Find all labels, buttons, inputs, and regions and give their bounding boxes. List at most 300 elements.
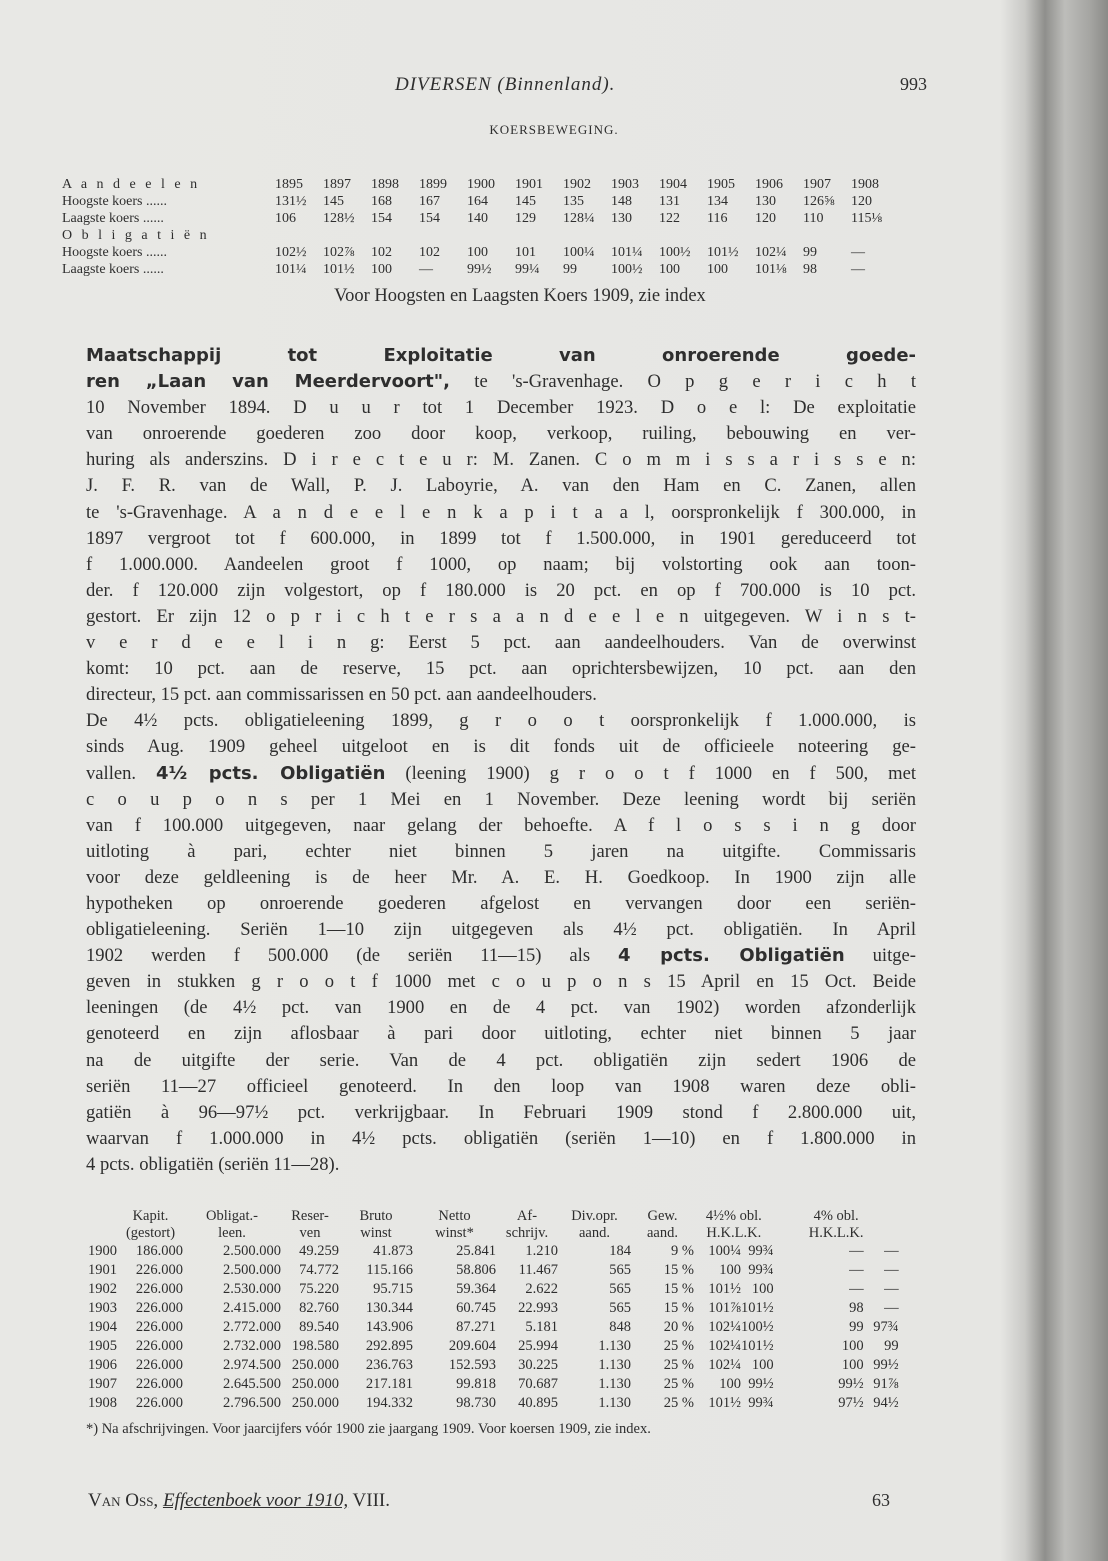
koers-cell: 1907 <box>803 177 831 192</box>
page-footer <box>88 1490 390 1512</box>
page-number: 993 <box>900 74 927 94</box>
koers-cell: 122 <box>659 211 680 226</box>
text-line <box>86 1100 916 1126</box>
value-cell: 236.763 <box>365 1357 413 1373</box>
column-header: Netto <box>438 1208 471 1224</box>
bold-heading: 4 pcts. Obligatiën <box>618 945 845 967</box>
koers-cell: 101¼ <box>611 245 643 260</box>
value-cell: 25 % <box>663 1338 694 1354</box>
text-line <box>86 447 916 473</box>
value-cell: 100¼ <box>708 1243 741 1259</box>
text-segment: obligatieleening. Seriën 1—10 zijn uitgegeven als 4½ pct. obligatiën. In April <box>86 919 916 941</box>
value-cell: 250.000 <box>291 1376 339 1392</box>
value-cell: 99¾ <box>748 1395 774 1411</box>
value-cell: 1.130 <box>598 1357 631 1373</box>
year-cell: 1902 <box>88 1281 117 1297</box>
value-cell: 848 <box>609 1319 631 1335</box>
text-line <box>86 421 916 447</box>
value-cell: 97¾ <box>873 1319 899 1335</box>
text-segment: voor deze geldleening is de heer Mr. A. E. H. Goedkoop. In 1900 zijn alle <box>86 866 916 888</box>
value-cell: 226.000 <box>135 1376 183 1392</box>
column-header: ven <box>299 1225 321 1241</box>
koers-cell: 120 <box>851 194 872 209</box>
koers-cell: 1904 <box>659 177 687 192</box>
value-cell: 74.772 <box>299 1262 339 1278</box>
column-header: 4% obl. <box>813 1208 859 1224</box>
koers-row <box>62 227 899 244</box>
value-cell: 100 <box>719 1262 741 1278</box>
text-segment: 4 pcts. obligatiën (seriën 11—28). <box>86 1153 340 1175</box>
koers-cell: 102 <box>419 245 440 260</box>
text-segment: f 1.000.000. Aandeelen groot f 1000, op naam; bij volstorting ook aan toon- <box>86 553 916 575</box>
value-cell: 15 % <box>663 1262 694 1278</box>
text-segment: v e r d e e l i n g: Eerst 5 pct. aan aandeelhouders. Van de overwinst <box>86 632 916 654</box>
koers-cell: 128½ <box>323 211 355 226</box>
table-row <box>88 1242 899 1261</box>
value-cell: 101⅞ <box>708 1300 741 1316</box>
koers-cell <box>803 227 851 244</box>
koers-cell: 101 <box>515 245 536 260</box>
koers-cell: 134 <box>707 194 728 209</box>
value-cell: 99¾ <box>748 1262 774 1278</box>
value-cell: 2.772.000 <box>223 1319 281 1335</box>
text-segment: waarvan f 1.000.000 in 4½ pcts. obligatiën (seriën 1—10) en f 1.800.000 in <box>86 1127 916 1149</box>
text-segment: directeur, 15 pct. aan commissarissen en 50 pct. aan aandeelhouders. <box>86 684 597 706</box>
column-header: aand. <box>647 1225 678 1241</box>
value-cell: 99½ <box>873 1357 899 1373</box>
text-line <box>86 1074 916 1100</box>
year-cell: 1906 <box>88 1357 117 1373</box>
value-cell: 101½ <box>741 1338 774 1354</box>
value-cell: 1.210 <box>525 1243 558 1259</box>
row-label: O b l i g a t i ë n <box>62 228 210 243</box>
koers-row <box>62 193 899 210</box>
value-cell: 565 <box>609 1262 631 1278</box>
text-line <box>86 839 916 865</box>
value-cell: 226.000 <box>135 1357 183 1373</box>
koers-cell: 102¼ <box>755 245 787 260</box>
column-header <box>88 1225 118 1242</box>
year-cell: 1901 <box>88 1262 117 1278</box>
value-cell: 89.540 <box>299 1319 339 1335</box>
koers-cell: 130 <box>755 194 776 209</box>
text-line <box>86 395 916 421</box>
koers-cell: 101⅛ <box>755 262 787 277</box>
column-header: Af- <box>516 1208 538 1224</box>
value-cell: 41.873 <box>373 1243 413 1259</box>
row-label: Laagste koers ...... <box>62 211 164 226</box>
text-line <box>86 1126 916 1152</box>
koers-cell: 101½ <box>323 262 355 277</box>
column-header: Bruto <box>359 1208 393 1224</box>
section-title: KOERSBEWEGING. <box>489 122 619 137</box>
koers-cell: 120 <box>755 211 776 226</box>
value-cell: 2.645.500 <box>223 1376 281 1392</box>
koers-cell: 102½ <box>275 245 307 260</box>
column-header: Gew. <box>647 1208 678 1224</box>
value-cell: 565 <box>609 1300 631 1316</box>
year-cell: 1904 <box>88 1319 117 1335</box>
value-cell: 91⅞ <box>873 1376 899 1392</box>
koers-cell: 145 <box>323 194 344 209</box>
value-cell: 82.760 <box>299 1300 339 1316</box>
koers-cell: 128¼ <box>563 211 595 226</box>
text-line <box>86 917 916 943</box>
text-line <box>86 656 916 682</box>
koers-cell: 168 <box>371 194 392 209</box>
row-label: A a n d e e l e n <box>62 177 201 192</box>
text-line <box>86 578 916 604</box>
koers-row <box>62 244 899 261</box>
year-cell: 1907 <box>88 1376 117 1392</box>
value-cell: 100 <box>751 1281 774 1297</box>
text-line <box>86 500 916 526</box>
text-line <box>86 526 916 552</box>
koers-cell: 1906 <box>755 177 783 192</box>
value-cell: 25 % <box>663 1357 694 1373</box>
koers-cell: 140 <box>467 211 488 226</box>
company-description <box>86 343 916 1178</box>
value-cell: 143.906 <box>365 1319 413 1335</box>
text-line <box>86 604 916 630</box>
koers-cell: 148 <box>611 194 632 209</box>
koers-cell: 99 <box>803 245 817 260</box>
koers-cell: 99¼ <box>515 262 540 277</box>
value-cell: 100 <box>751 1357 774 1373</box>
value-cell: 152.593 <box>448 1357 496 1373</box>
koers-cell: 100¼ <box>563 245 595 260</box>
year-cell: 1908 <box>88 1395 117 1411</box>
column-header: Div.opr. <box>571 1208 618 1224</box>
table-row <box>88 1318 899 1337</box>
text-line <box>86 865 916 891</box>
value-cell: 25.994 <box>518 1338 558 1354</box>
value-cell: 20 % <box>663 1319 694 1335</box>
column-header: H.K.L.K. <box>706 1225 762 1241</box>
koers-cell: 100½ <box>611 262 643 277</box>
value-cell: 58.806 <box>456 1262 496 1278</box>
value-cell: 217.181 <box>365 1376 413 1392</box>
text-segment: komt: 10 pct. aan de reserve, 15 pct. aan oprichtersbewijzen, 10 pct. aan den <box>86 658 916 680</box>
koers-cell: 145 <box>515 194 536 209</box>
running-title: DIVERSEN (Binnenland). <box>395 74 616 95</box>
column-header: Obligat.- <box>206 1208 258 1224</box>
table-row <box>88 1337 899 1356</box>
koers-cell <box>707 227 755 244</box>
value-cell: 565 <box>609 1281 631 1297</box>
text-line <box>86 708 916 734</box>
value-cell: 49.259 <box>299 1243 339 1259</box>
year-cell: 1905 <box>88 1338 117 1354</box>
footer-volume: VIII. <box>352 1490 390 1511</box>
value-cell: 98 <box>849 1300 864 1316</box>
koersbeweging-table <box>62 176 899 278</box>
text-segment: 1897 vergroot tot f 600.000, in 1899 tot f 1.500.000, in 1901 gereduceerd tot <box>86 527 916 549</box>
value-cell: 100 <box>719 1376 741 1392</box>
koers-cell: 164 <box>467 194 488 209</box>
bold-heading: ren „Laan van Meerdervoort", <box>86 371 451 393</box>
text-line <box>86 969 916 995</box>
koers-cell: 101½ <box>707 245 739 260</box>
value-cell: 5.181 <box>525 1319 558 1335</box>
text-line <box>86 995 916 1021</box>
text-segment: sinds Aug. 1909 geheel uitgeloot en is dit fonds uit de officieele noteering ge- <box>86 736 916 758</box>
value-cell: 11.467 <box>518 1262 558 1278</box>
value-cell: 292.895 <box>365 1338 413 1354</box>
column-header <box>88 1208 118 1225</box>
koers-cell: 1897 <box>323 177 351 192</box>
text-segment: geven in stukken g r o o t f 1000 met c o u p o n s 15 April en 15 Oct. Beide <box>86 971 916 993</box>
koers-row <box>62 210 899 227</box>
text-line <box>86 787 916 813</box>
value-cell: 100 <box>841 1338 864 1354</box>
value-cell: 100 <box>841 1357 864 1373</box>
value-cell: 1.130 <box>598 1338 631 1354</box>
value-cell: 1.130 <box>598 1395 631 1411</box>
column-header: schrijv. <box>505 1225 549 1241</box>
koers-cell: 101¼ <box>275 262 307 277</box>
koers-cell: 167 <box>419 194 440 209</box>
koers-cell <box>611 227 659 244</box>
value-cell: 101½ <box>708 1395 741 1411</box>
year-cell: 1903 <box>88 1300 117 1316</box>
footer-title: Effectenboek voor 1910, <box>162 1490 349 1511</box>
koers-cell: 129 <box>515 211 536 226</box>
value-cell: 70.687 <box>518 1376 558 1392</box>
column-header: Kapit. <box>132 1208 169 1224</box>
table-row <box>88 1299 899 1318</box>
text-line <box>86 761 916 787</box>
value-cell: — <box>884 1300 899 1316</box>
value-cell: 2.415.000 <box>223 1300 281 1316</box>
table-row <box>88 1280 899 1299</box>
koersbeweging-note: Voor Hoogsten en Laagsten Koers 1909, zie index <box>334 286 706 306</box>
value-cell: 100½ <box>741 1319 774 1335</box>
value-cell: — <box>884 1281 899 1297</box>
table-row <box>88 1375 899 1394</box>
koers-row <box>62 261 899 278</box>
koers-cell: 98 <box>803 262 817 277</box>
table-row <box>88 1261 899 1280</box>
table-row <box>88 1394 899 1413</box>
column-header: H.K.L.K. <box>808 1225 864 1241</box>
text-segment: 10 November 1894. D u u r tot 1 December 1923. D o e l: De exploitatie <box>86 397 916 419</box>
value-cell: 102¼ <box>708 1357 741 1373</box>
value-cell: 1.130 <box>598 1376 631 1392</box>
column-header: winst <box>360 1225 392 1241</box>
value-cell: 186.000 <box>135 1243 183 1259</box>
value-cell: 99 <box>849 1319 864 1335</box>
text-segment: huring als anderszins. D i r e c t e u r: M. Zanen. C o m m i s s a r i s s e n: <box>86 449 916 471</box>
value-cell: 97½ <box>838 1395 864 1411</box>
koers-cell: 100 <box>371 262 392 277</box>
value-cell: 226.000 <box>135 1319 183 1335</box>
value-cell: 226.000 <box>135 1281 183 1297</box>
value-cell: — <box>849 1281 864 1297</box>
value-cell: 2.530.000 <box>223 1281 281 1297</box>
koers-cell <box>323 227 371 244</box>
koers-cell: 1903 <box>611 177 639 192</box>
text-line <box>86 891 916 917</box>
value-cell: 115.166 <box>366 1262 413 1278</box>
value-cell: 99 <box>884 1338 899 1354</box>
column-header: (gestort) <box>125 1225 176 1241</box>
column-header: 4½% obl. <box>705 1208 762 1224</box>
value-cell: 40.895 <box>518 1395 558 1411</box>
value-cell: 226.000 <box>135 1300 183 1316</box>
value-cell: 2.732.000 <box>223 1338 281 1354</box>
column-header: leen. <box>218 1225 246 1241</box>
value-cell: 25 % <box>663 1395 694 1411</box>
value-cell: — <box>884 1243 899 1259</box>
value-cell: 250.000 <box>291 1395 339 1411</box>
value-cell: 94½ <box>873 1395 899 1411</box>
koers-cell: 1905 <box>707 177 735 192</box>
koers-cell: 99½ <box>467 262 492 277</box>
koers-cell: 1899 <box>419 177 447 192</box>
value-cell: — <box>884 1262 899 1278</box>
value-cell: 198.580 <box>291 1338 339 1354</box>
koers-cell: 1900 <box>467 177 495 192</box>
financial-footnote: *) Na afschrijvingen. Voor jaarcijfers vóór 1900 zie jaargang 1909. Voor koersen 1909, zie index. <box>86 1421 651 1437</box>
value-cell: 60.745 <box>456 1300 496 1316</box>
koers-cell <box>371 227 419 244</box>
value-cell: 99¾ <box>748 1243 774 1259</box>
text-segment: c o u p o n s per 1 Mei en 1 November. Deze leening wordt bij seriën <box>86 788 916 810</box>
value-cell: 102¼ <box>708 1319 741 1335</box>
text-segment: van f 100.000 uitgegeven, naar gelang der behoefte. A f l o s s i n g door <box>86 814 916 836</box>
text-segment: der. f 120.000 zijn volgestort, op f 180.000 is 20 pct. en op f 700.000 is 10 pct. <box>86 579 916 601</box>
row-label: Hoogste koers ...... <box>62 194 167 209</box>
value-cell: 95.715 <box>373 1281 413 1297</box>
text-segment: J. F. R. van de Wall, P. J. Laboyrie, A. van den Ham en C. Zanen, allen <box>86 475 916 497</box>
value-cell: 101½ <box>708 1281 741 1297</box>
text-segment: vallen. <box>86 762 157 784</box>
text-segment: hypotheken op onroerende goederen afgelost en vervangen door een seriën- <box>86 892 916 914</box>
value-cell: 22.993 <box>518 1300 558 1316</box>
value-cell: 30.225 <box>518 1357 558 1373</box>
text-line <box>86 813 916 839</box>
text-segment: (leening 1900) g r o o t f 1000 en f 500, met <box>385 762 916 784</box>
koers-cell <box>275 227 323 244</box>
koers-cell: 106 <box>275 211 296 226</box>
koers-cell: 99 <box>563 262 577 277</box>
text-segment: gestort. Er zijn 12 o p r i c h t e r s a a n d e e l e n uitgegeven. W i n s t- <box>86 605 916 627</box>
value-cell: 99½ <box>748 1376 774 1392</box>
text-line <box>86 1048 916 1074</box>
bold-heading: 4½ pcts. Obligatiën <box>156 762 386 784</box>
koers-cell: 100 <box>467 245 488 260</box>
koers-cell: 100 <box>659 262 680 277</box>
column-header: winst* <box>435 1225 474 1241</box>
koers-cell: 100 <box>707 262 728 277</box>
sheet-number: 63 <box>872 1490 890 1510</box>
text-line <box>86 1021 916 1047</box>
koers-cell <box>563 227 611 244</box>
value-cell: 99.818 <box>456 1376 496 1392</box>
text-segment: te 's-Gravenhage. O p g e r i c h t <box>450 371 916 393</box>
text-line <box>86 369 916 395</box>
value-cell: 250.000 <box>291 1357 339 1373</box>
value-cell: 2.622 <box>525 1281 558 1297</box>
koers-cell: 154 <box>419 211 440 226</box>
koers-cell: 131 <box>659 194 680 209</box>
value-cell: 87.271 <box>456 1319 496 1335</box>
text-line <box>86 552 916 578</box>
text-segment: na de uitgifte der serie. Van de 4 pct. obligatiën zijn sedert 1906 de <box>86 1049 916 1071</box>
value-cell: 2.500.000 <box>223 1262 281 1278</box>
koers-cell: 102⅞ <box>323 245 355 260</box>
year-cell: 1900 <box>88 1243 117 1259</box>
text-line <box>86 1152 916 1178</box>
value-cell: 59.364 <box>456 1281 496 1297</box>
koers-cell <box>515 227 563 244</box>
text-segment: De 4½ pcts. obligatieleening 1899, g r o o t oorspronkelijk f 1.000.000, is <box>86 710 916 732</box>
value-cell: — <box>849 1243 864 1259</box>
text-segment: seriën 11—27 officieel genoteerd. In den loop van 1908 waren deze obli- <box>86 1075 916 1097</box>
text-segment: gatiën à 96—97½ pct. verkrijgbaar. In Februari 1909 stond f 2.800.000 uit, <box>86 1101 916 1123</box>
column-header: aand. <box>579 1225 610 1241</box>
value-cell: 15 % <box>663 1281 694 1297</box>
koers-cell <box>419 227 467 244</box>
value-cell: 99½ <box>838 1376 864 1392</box>
value-cell: 101½ <box>741 1300 774 1316</box>
koers-cell: 126⅝ <box>803 194 835 209</box>
text-segment: leeningen (de 4½ pct. van 1900 en de 4 pct. van 1902) worden afzonderlijk <box>86 997 916 1019</box>
text-segment: 1902 werden f 500.000 (de seriën 11—15) als <box>86 945 619 967</box>
value-cell: 226.000 <box>135 1338 183 1354</box>
koers-cell: 1898 <box>371 177 399 192</box>
value-cell: 102¼ <box>708 1338 741 1354</box>
value-cell: 2.500.000 <box>223 1243 281 1259</box>
text-line <box>86 682 916 708</box>
value-cell: 130.344 <box>365 1300 413 1316</box>
value-cell: 194.332 <box>365 1395 413 1411</box>
koers-cell: 116 <box>707 211 728 226</box>
koers-cell: 1901 <box>515 177 543 192</box>
text-line <box>86 943 916 969</box>
koers-cell <box>851 227 899 244</box>
text-segment: uitloting à pari, echter niet binnen 5 jaren na uitgifte. Commissaris <box>86 840 916 862</box>
value-cell: 15 % <box>663 1300 694 1316</box>
text-line <box>86 473 916 499</box>
header-row <box>88 1225 899 1242</box>
column-header: Reser- <box>291 1208 329 1224</box>
value-cell: 75.220 <box>299 1281 339 1297</box>
koers-cell: 100½ <box>659 245 691 260</box>
koers-row <box>62 176 899 193</box>
header-row <box>88 1208 899 1225</box>
koers-cell: 154 <box>371 211 392 226</box>
koers-cell: 1908 <box>851 177 879 192</box>
koers-cell: 1895 <box>275 177 303 192</box>
text-line <box>86 734 916 760</box>
koers-cell: 135 <box>563 194 584 209</box>
text-segment: van onroerende goederen zoo door koop, verkoop, ruiling, bebouwing en ver- <box>86 423 916 445</box>
value-cell: 226.000 <box>135 1395 183 1411</box>
koers-cell: 130 <box>611 211 632 226</box>
koers-cell: — <box>851 245 865 260</box>
value-cell: 9 % <box>671 1243 694 1259</box>
koers-cell <box>659 227 707 244</box>
koers-cell: 131½ <box>275 194 307 209</box>
bold-heading: Maatschappij tot Exploitatie van onroerende goede- <box>86 345 916 366</box>
koers-cell: 115⅛ <box>851 211 882 226</box>
value-cell: 25.841 <box>456 1243 496 1259</box>
value-cell: — <box>849 1262 864 1278</box>
value-cell: 184 <box>609 1243 631 1259</box>
footer-author: Van Oss, <box>88 1490 159 1511</box>
